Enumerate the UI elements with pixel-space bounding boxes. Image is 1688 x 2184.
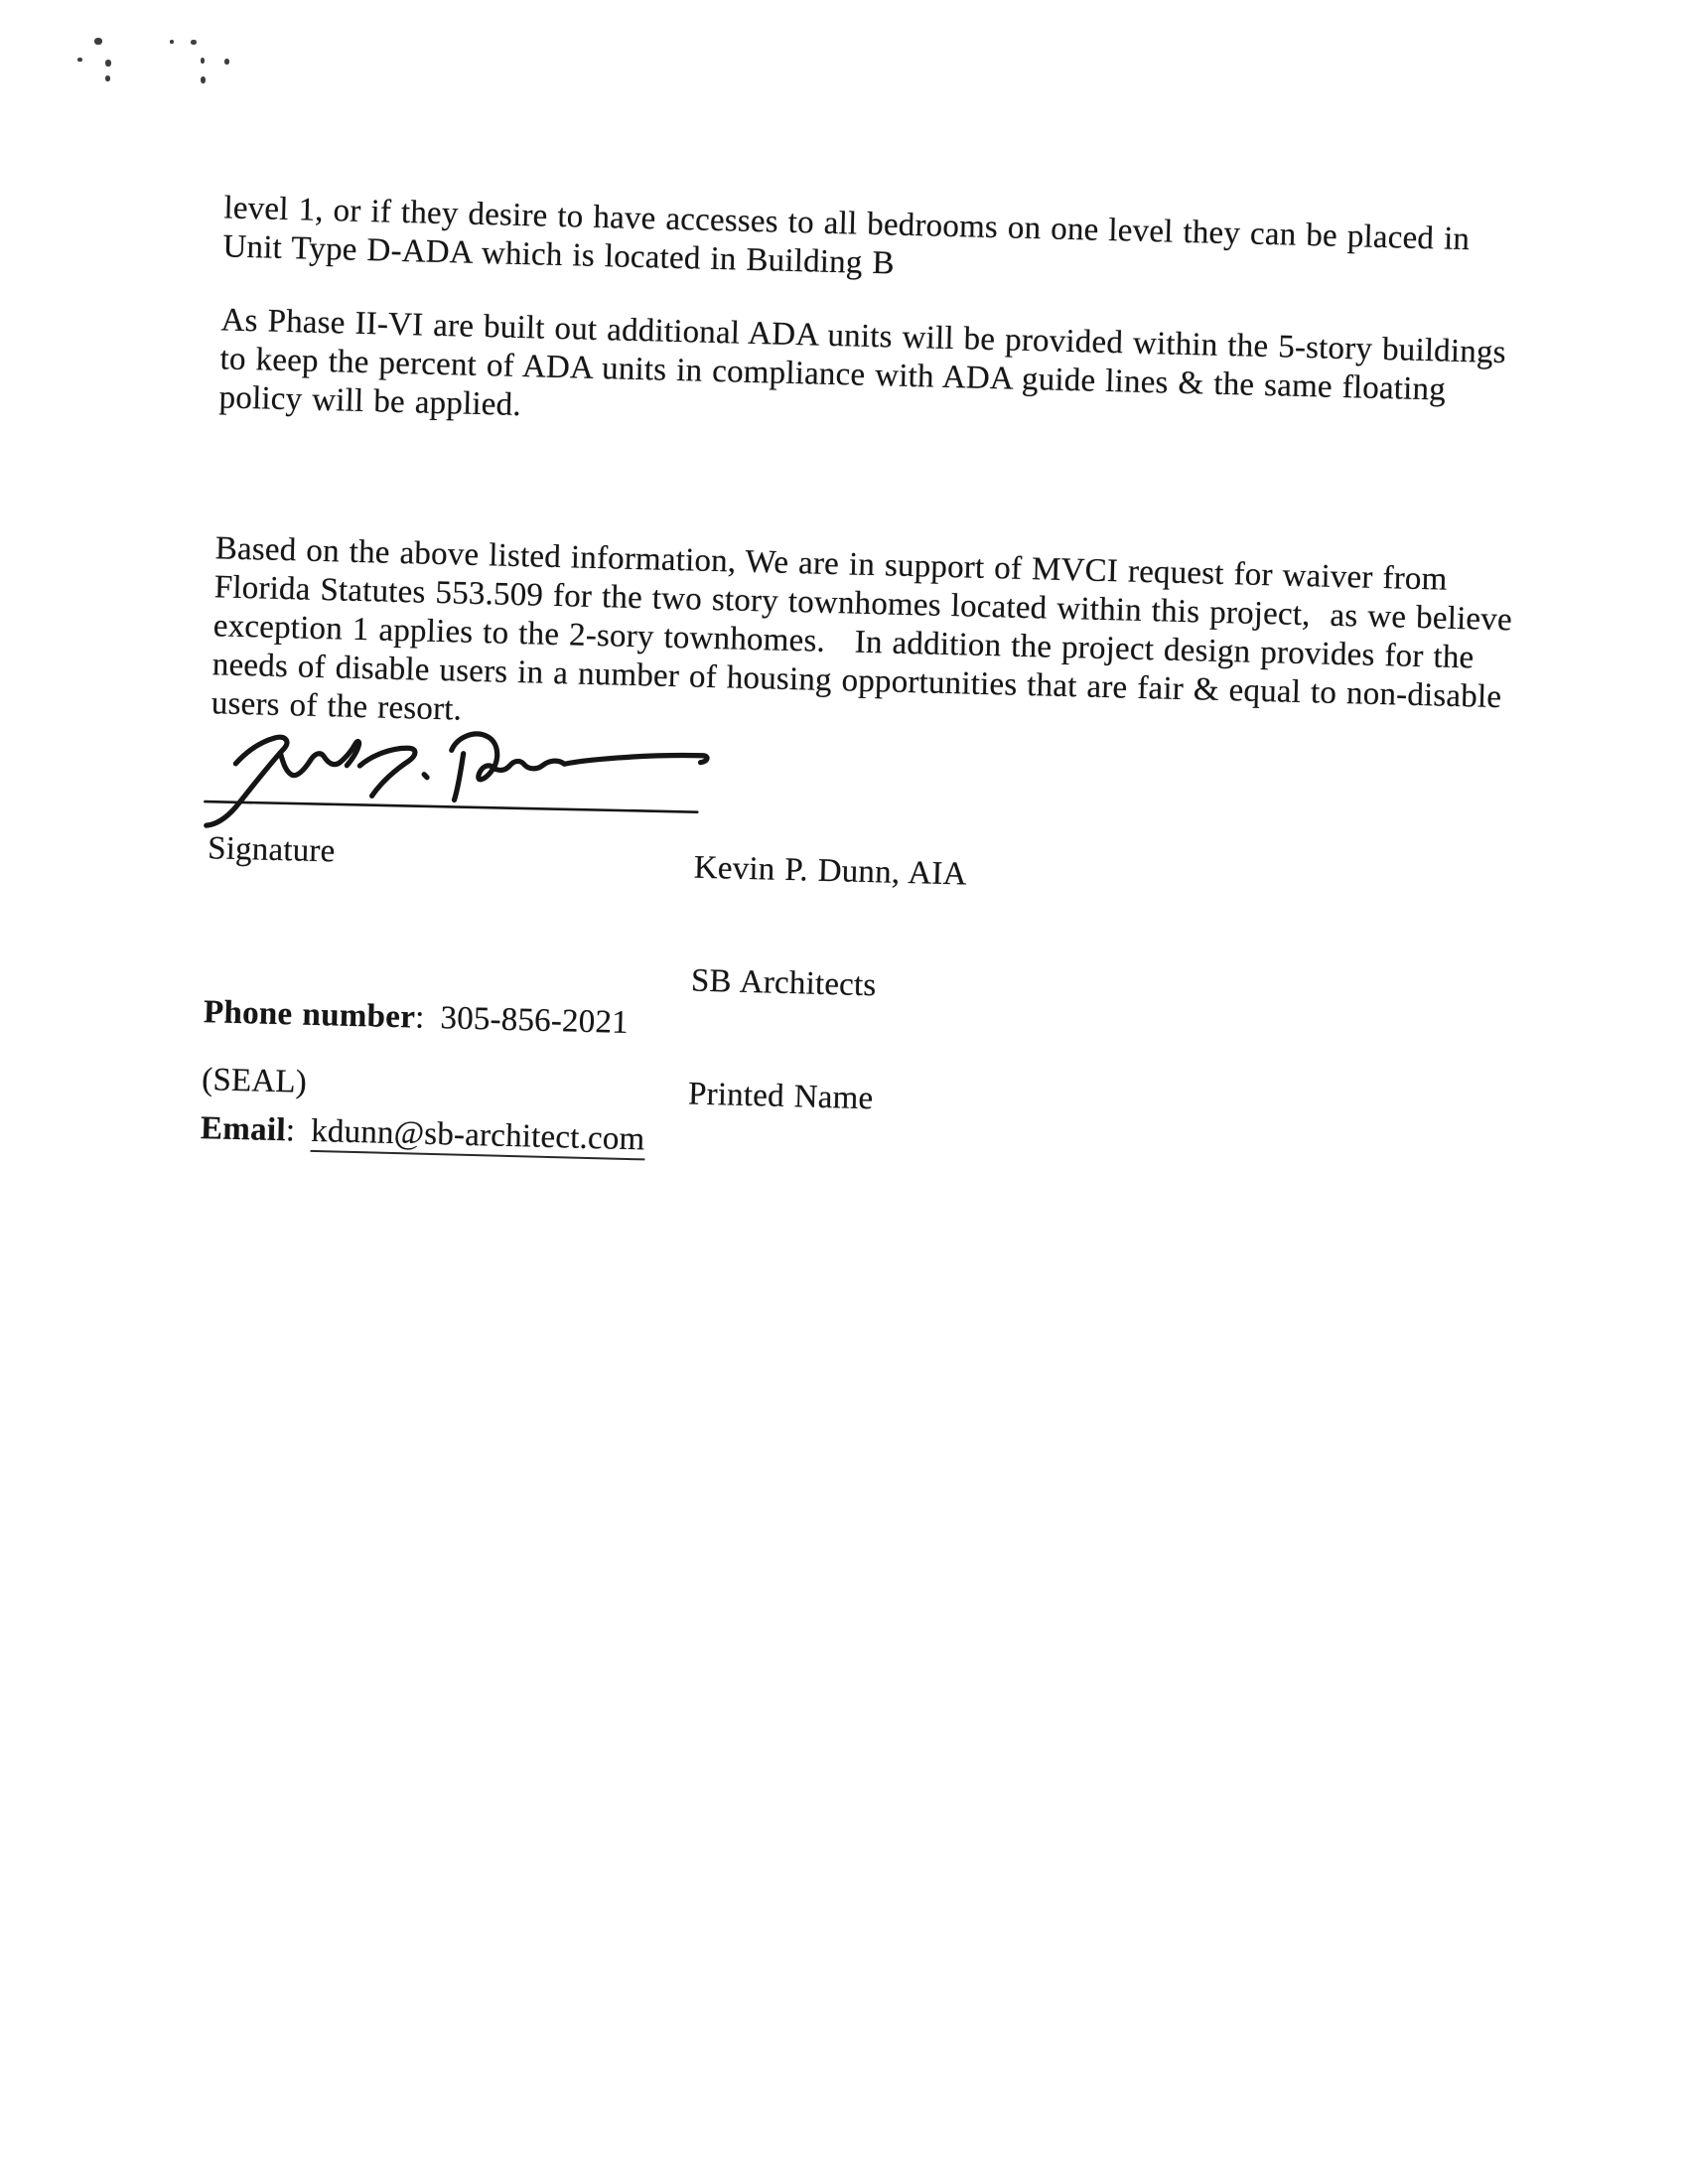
phone-label: Phone number (203, 994, 416, 1036)
seal-label: (SEAL) (201, 1062, 308, 1100)
signature-stroke-d-tail (451, 733, 707, 785)
company-name: SB Architects (690, 962, 877, 1004)
paragraph-waiver-support: Based on the above listed information, We are in support of MVCI request for waiver from Florida Statutes 553.509 for the two story townhomes located within this project, as we believe exception 1 applies to the 2-sory townhomes. In addition the project design provides for the needs of disable users in a number of housing opportunities that are fair & equal to non-disable users of the resort. (211, 530, 1513, 728)
phone-line (204, 993, 648, 1043)
printed-name-label: Printed Name (687, 1076, 874, 1117)
printed-name-block (686, 774, 969, 1196)
paragraph-unit-type: level 1, or if they desire to have accesses to all bedrooms on one level they can be placed in Unit Type D-ADA which is located in Building B (222, 190, 1471, 282)
phone-colon: : (414, 999, 425, 1036)
signature-stroke-w (280, 740, 359, 778)
signature-label: Signature (207, 830, 336, 870)
signature-stroke-dot (424, 775, 427, 778)
email-value: kdunn@sb-architect.com (311, 1113, 645, 1160)
signature-stroke-d-stem (455, 753, 464, 800)
paragraph-phase-buildout: As Phase II-VI are built out additional ADA units will be provided within the 5-story buildings to keep the percent of ADA units in compliance with ADA guide lines & the same floating policy will be applied. (218, 302, 1507, 424)
email-label: Email (200, 1110, 287, 1149)
signature-stroke-initial (207, 735, 287, 827)
phone-value: 305-856-2021 (440, 1000, 630, 1041)
signature-line (205, 800, 697, 814)
printed-name: Kevin P. Dunn, AIA (693, 849, 968, 893)
signature-stroke-p (359, 747, 415, 797)
email-colon: : (285, 1112, 296, 1149)
email-line (201, 1109, 645, 1159)
